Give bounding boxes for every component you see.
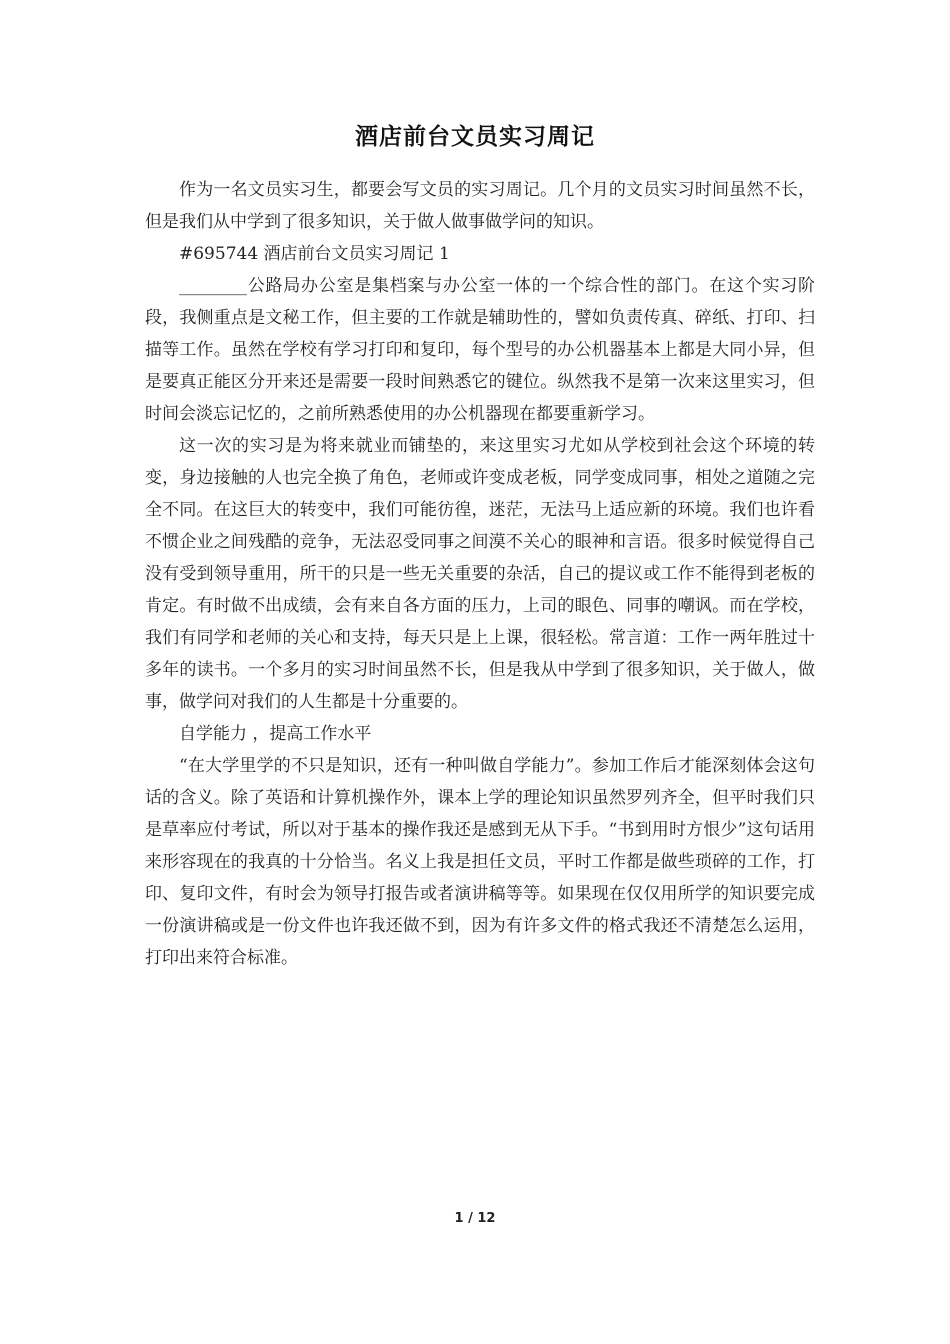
page-indicator: 1 / 12 bbox=[454, 1211, 496, 1226]
paragraph-intro: 作为一名文员实习生，都要会写文员的实习周记。几个月的文员实习时间虽然不长，但是我们从中学到了很多知识，关于做人做事做学问的知识。 bbox=[145, 180, 815, 232]
document-body bbox=[145, 174, 815, 974]
document-title: 酒店前台文员实习周记 bbox=[355, 123, 595, 150]
section-heading: #695744 酒店前台文员实习周记 1 bbox=[179, 244, 450, 264]
paragraph: 这一次的实习是为将来就业而铺垫的，来这里实习尤如从学校到社会这个环境的转变，身边接触的人也完全换了角色，老师或许变成老板，同学变成同事，相处之道随之完全不同。在这巨大的转变中，我们可能彷徨，迷茫，无法马上适应新的环境。我们也许看不惯企业之间残酷的竞争，无法忍受同事之间漠不关心的眼神和言语。很多时候觉得自己没有受到领导重用，所干的只是一些无关重要的杂活，自己的提议或工作不能得到老板的肯定。有时做不出成绩，会有来自各方面的压力，上司的眼色、同事的嘲讽。而在学校，我们有同学和老师的关心和支持，每天只是上上课，很轻松。常言道：工作一两年胜过十多年的读书。一个多月的实习时间虽然不长，但是我从中学到了很多知识，关于做人，做事，做学问对我们的人生都是十分重要的。 bbox=[145, 436, 815, 712]
paragraph: “在大学里学的不只是知识，还有一种叫做自学能力”。参加工作后才能深刻体会这句话的含义。除了英语和计算机操作外，课本上学的理论知识虽然罗列齐全，但平时我们只是草率应付考试，所以对于基本的操作我还是感到无从下手。“书到用时方恨少”这句话用来形容现在的我真的十分恰当。名义上我是担任文员，平时工作都是做些琐碎的工作，打印、复印文件，有时会为领导打报告或者演讲稿等等。如果现在仅仅用所学的知识要完成一份演讲稿或是一份文件也许我还做不到，因为有许多文件的格式我还不清楚怎么运用，打印出来符合标准。 bbox=[145, 756, 815, 968]
paragraph: ________公路局办公室是集档案与办公室一体的一个综合性的部门。在这个实习阶段，我侧重点是文秘工作，但主要的工作就是辅助性的，譬如负责传真、碎纸、打印、扫描等工作。虽然在学校有学习打印和复印，每个型号的办公机器基本上都是大同小异，但是要真正能区分开来还是需要一段时间熟悉它的键位。纵然我不是第一次来这里实习，但时间会淡忘记忆的，之前所熟悉使用的办公机器现在都要重新学习。 bbox=[145, 276, 815, 424]
subheading: 自学能力 ，提高工作水平 bbox=[179, 724, 372, 744]
